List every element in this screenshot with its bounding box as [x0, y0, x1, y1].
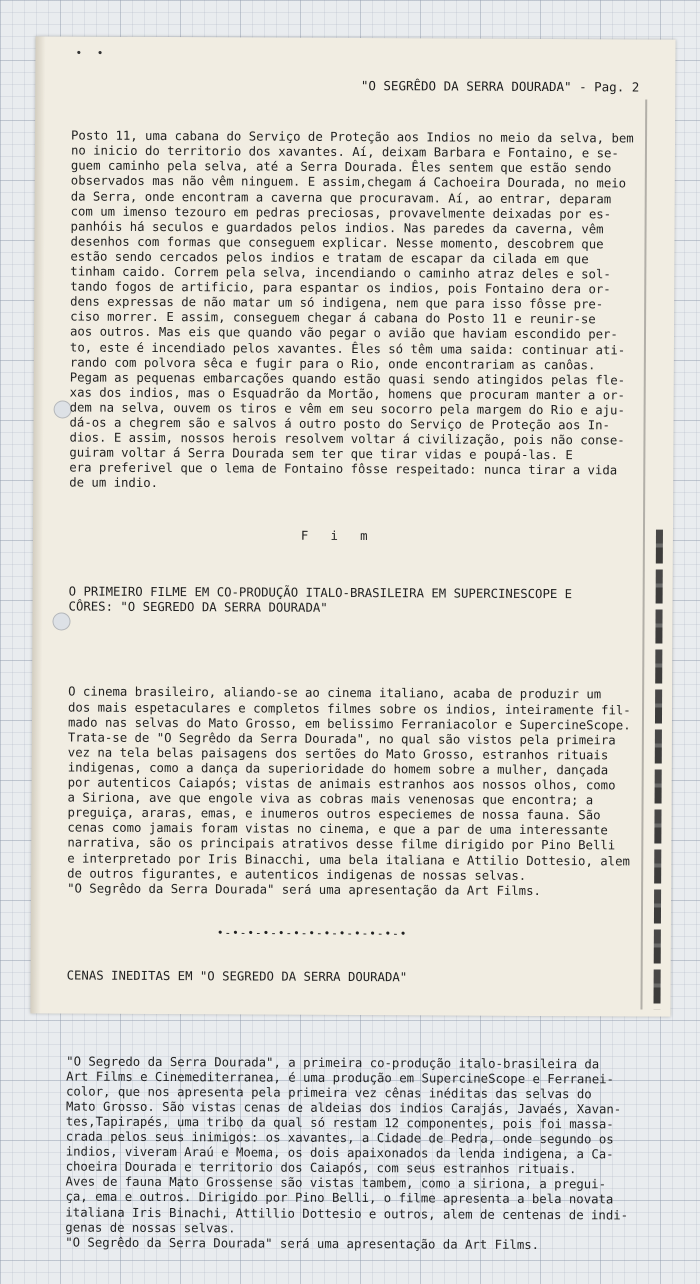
spacer	[66, 1014, 656, 1027]
fim-label: F i m	[300, 528, 368, 543]
spacer	[68, 645, 658, 658]
paragraph-synopsis: Posto 11, uma cabana do Serviço de Proteção aos Indios no meio da selva, bem no inicio do territorio dos xavantes. Aí, deixam Barbara e Fontaino, e se- guem caminho pela selva, até a Serra Dourada. Êles sentem que estão sendo observados mas não vêm ninguem. E assim,chegam á Cachoeira Dourada, no meio da Serra, onde encontram a caverna que procuravam. Aí, ao entrar, deparam com um imenso tezouro em pedras preciosas, provavelmente deixadas por es- panhóis há seculos e guardados pelos indios. Nas paredes da caverna, vêm desenhos com formas que conseguem explicar. Nesse momento, descobrem que estão sendo cercados pelos indios e tratam de escapar da cilada em que tinham caido. Correm pela selva, incendiando o caminho atraz deles e sol- tando fogos de artificio, para espantar os indios, pois Fontaino dera or- dens expressas de não matar um só indigena, nem que para isso fôsse pre- ciso morrer. E assim, conseguem chegar á cabana do Posto 11 e reunir-se aos outros. Mas eis que quando vão pegar o avião que haviam escondido per- to, este é incendiado pelos xavantes. Êles só têm uma saida: continuar ati- rando com polvora sêca e fugir para o Rio, onde encontrariam as canôas. Pegam as pequenas embarcações quando estão quasi sendo atingidos pelas fle- xas dos indios, mas o Esquadrão da Mortão, homens que procuram manter a or- dem na selva, ouvem os tiros e vêm em seu socorro pela margem do Rio e aju- dá-os a chegrem são e salvos á outro posto do Serviço de Proteção aos In- dios. E assim, nossos herois resolvem voltar á civilização, pois não conse- guiram voltar á Serra Dourada sem ter que tirar vidas e poupá-las. E era preferivel que o lema de Fontaino fôsse respeitado: nunca tirar a vida de um indio.	[69, 128, 634, 491]
top-marks: • •	[75, 46, 108, 60]
section2-body: "O Segredo da Serra Dourada", a primeira co-produção italo-brasileira da Art Films e Cinemediterranea, é uma produção em SupercineScope e Ferranei- color, que nos apresenta pela primeira vez cênas inéditas das selvas do Mato Grosso. São vistas cenas de aldeias dos indios Carajás, Javaés, Xavan- tes,Tapirapés, uma tribo da qual só restam 12 componentes, pois foi massa- crada pelos seus inimigos: os xavantes, a Cidade de Pedra, onde segundo os indios, viveram Araú e Moema, os dois apaixonados da lenda indigena, a Ca- choeira Dourada e territorio dos Caiapós, com seus estranhos rituais. Aves de fauna Mato Grossense são vistas tambem, como a siriona, a pregui- ça, ema e outros. Dirigido por Pino Belli, o filme apresenta a bela novata italiana Iris Binachi, Attillio Dottesio e outros, alem de centenas de indi- genas de nossas selvas. "O Segrêdo da Serra Dourada" será uma apresentação da Art Films.	[65, 1054, 629, 1252]
section2-title: CENAS INEDITAS EM "O SEGREDO DA SERRA DOURADA"	[66, 968, 408, 985]
separator-line: •-•-•-•-•-•-•-•-•-•-•-•-•	[216, 926, 408, 941]
page-header: "O SEGRÊDO DA SERRA DOURADA" - Pag. 2	[360, 78, 640, 95]
page-body	[65, 99, 661, 1284]
page-shadow-edge	[30, 36, 45, 1013]
typewritten-page	[30, 36, 675, 1252]
section1-title: O PRIMEIRO FILME EM CO-PRODUÇÃO ITALO-BRASILEIRA EM SUPERCINESCOPE E CÔRES: "O SEGREDO DA SERRA DOURADA"	[68, 584, 573, 615]
section1-body: O cinema brasileiro, aliando-se ao cinema italiano, acaba de produzir um dos mais espetaculares e completos filmes sobre os indios, inteiramente fil- mado nas selvas do Mato Grosso, em belissimo Ferraniacolor e SupercineScope. Trata-se de "O Segrêdo da Serra Dourada", no qual são vistos pela primeira vez na tela belas paisagens dos sertões do Mato Grosso, estranhos rituais indigenas, como a dança da superioridade do homem sobre a mulher, dançada por autenticos Caiapós; vistas de animais estranhos aos nossos olhos, como a Siriona, ave que engole viva as cobras mais venenosas que encontra; a preguiça, araras, emas, e inumeros outros especiemes de nossa fauna. São cenas como jamais foram vistas no cinema, e que a par de uma interessante narrativa, são os principais atrativos desse filme dirigido por Pino Belli e interpretado por Iris Binacchi, uma bela italiana e Attilio Dottesio, alem de outros figurantes, e autenticos indigenas de nossas selvas. "O Segrêdo da Serra Dourada" será uma apresentação da Art Films.	[67, 684, 631, 898]
